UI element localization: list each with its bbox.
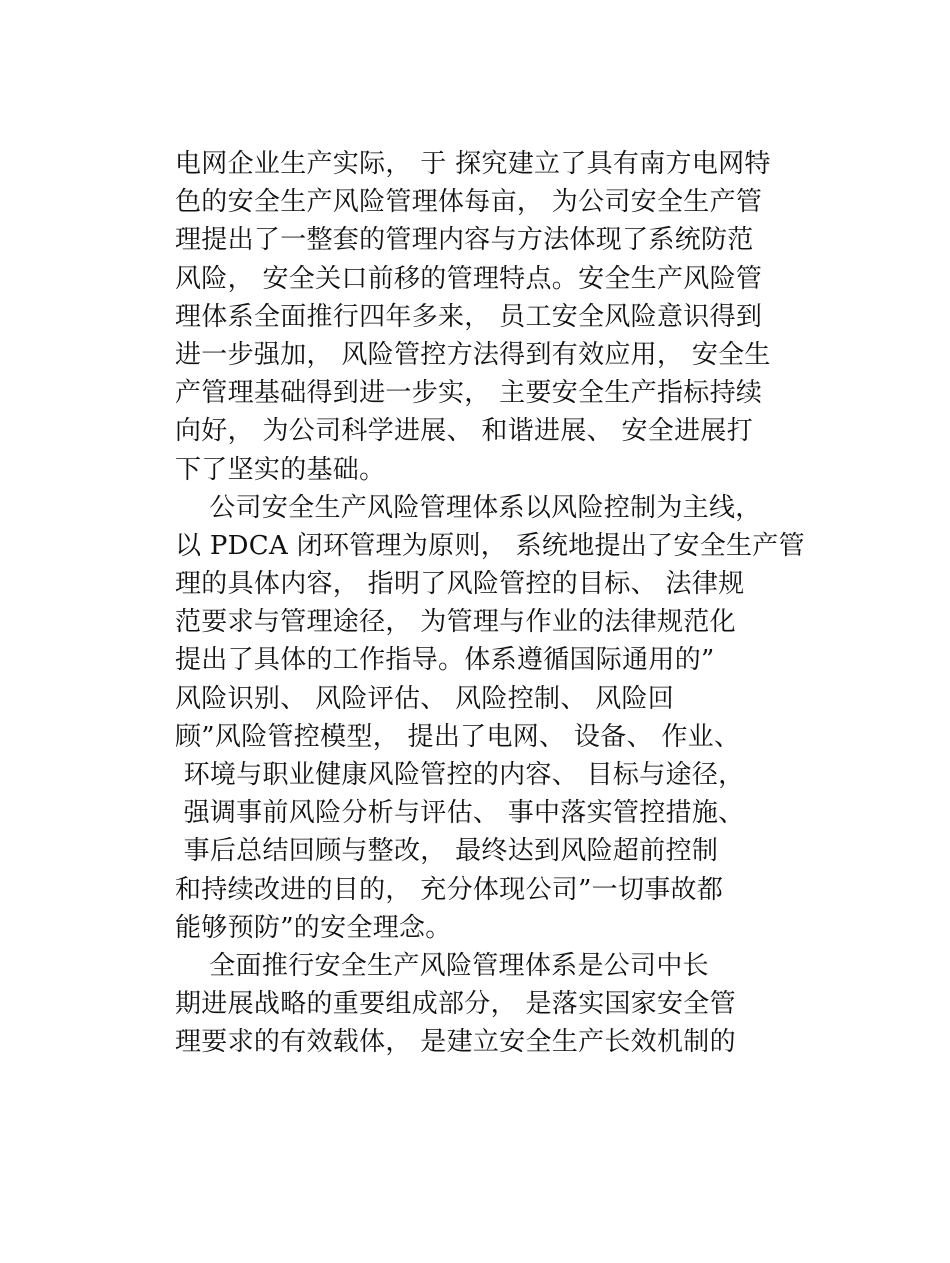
text-line: 期进展战略的重要组成部分， 是落实国家安全管 bbox=[175, 989, 736, 1020]
text-line: 进一步强加， 风险管控方法得到有效应用， 安全生 bbox=[175, 339, 771, 370]
text-line: 产管理基础得到进一步实， 主要安全生产指标持续 bbox=[175, 378, 763, 409]
text-line: 向好， 为公司科学进展、 和谐进展、 安全进展打 bbox=[175, 416, 753, 447]
body-text bbox=[175, 145, 805, 1062]
text-line: 公司安全生产风险管理体系以风险控制为主线， bbox=[175, 492, 762, 523]
text-line: 事后总结回顾与整改， 最终达到风险超前控制 bbox=[175, 836, 719, 867]
text-line: 下了坚实的基础。 bbox=[175, 454, 386, 485]
text-line: 理的具体内容， 指明了风险管控的目标、 法律规 bbox=[175, 569, 745, 600]
text-line: 电网企业生产实际， 于 探究建立了具有南方电网特 bbox=[175, 149, 771, 179]
text-line: 环境与职业健康风险管控的内容、 目标与途径， bbox=[175, 760, 745, 790]
text-line: 和持续改进的目的， 充分体现公司”一切事故都 bbox=[175, 874, 724, 905]
text-line: 强调事前风险分析与评估、 事中落实管控措施、 bbox=[175, 798, 745, 829]
text-line: 风险， 安全关口前移的管理特点。安全生产风险管 bbox=[175, 263, 763, 294]
text-line: 顾”风险管控模型， 提出了电网、 设备、 作业、 bbox=[175, 721, 741, 752]
text-line: 能够预防”的安全理念。 bbox=[175, 912, 452, 943]
text-line: 全面推行安全生产风险管理体系是公司中长 bbox=[175, 950, 709, 981]
text-line: 风险识别、 风险评估、 风险控制、 风险回 bbox=[175, 683, 675, 714]
text-line: 色的安全生产风险管理体每亩， 为公司安全生产管 bbox=[175, 187, 763, 218]
text-line: 以 PDCA 闭环管理为原则， 系统地提出了安全生产管 bbox=[175, 530, 805, 561]
text-line: 理要求的有效载体， 是建立安全生产长效机制的 bbox=[175, 1027, 736, 1058]
text-line: 范要求与管理途径， 为管理与作业的法律规范化 bbox=[175, 607, 736, 638]
text-line: 理提出了一整套的管理内容与方法体现了系统防范 bbox=[175, 225, 754, 256]
text-line: 提出了具体的工作指导。体系遵循国际通用的” bbox=[175, 645, 715, 676]
text-line: 理体系全面推行四年多来， 员工安全风险意识得到 bbox=[175, 301, 763, 332]
